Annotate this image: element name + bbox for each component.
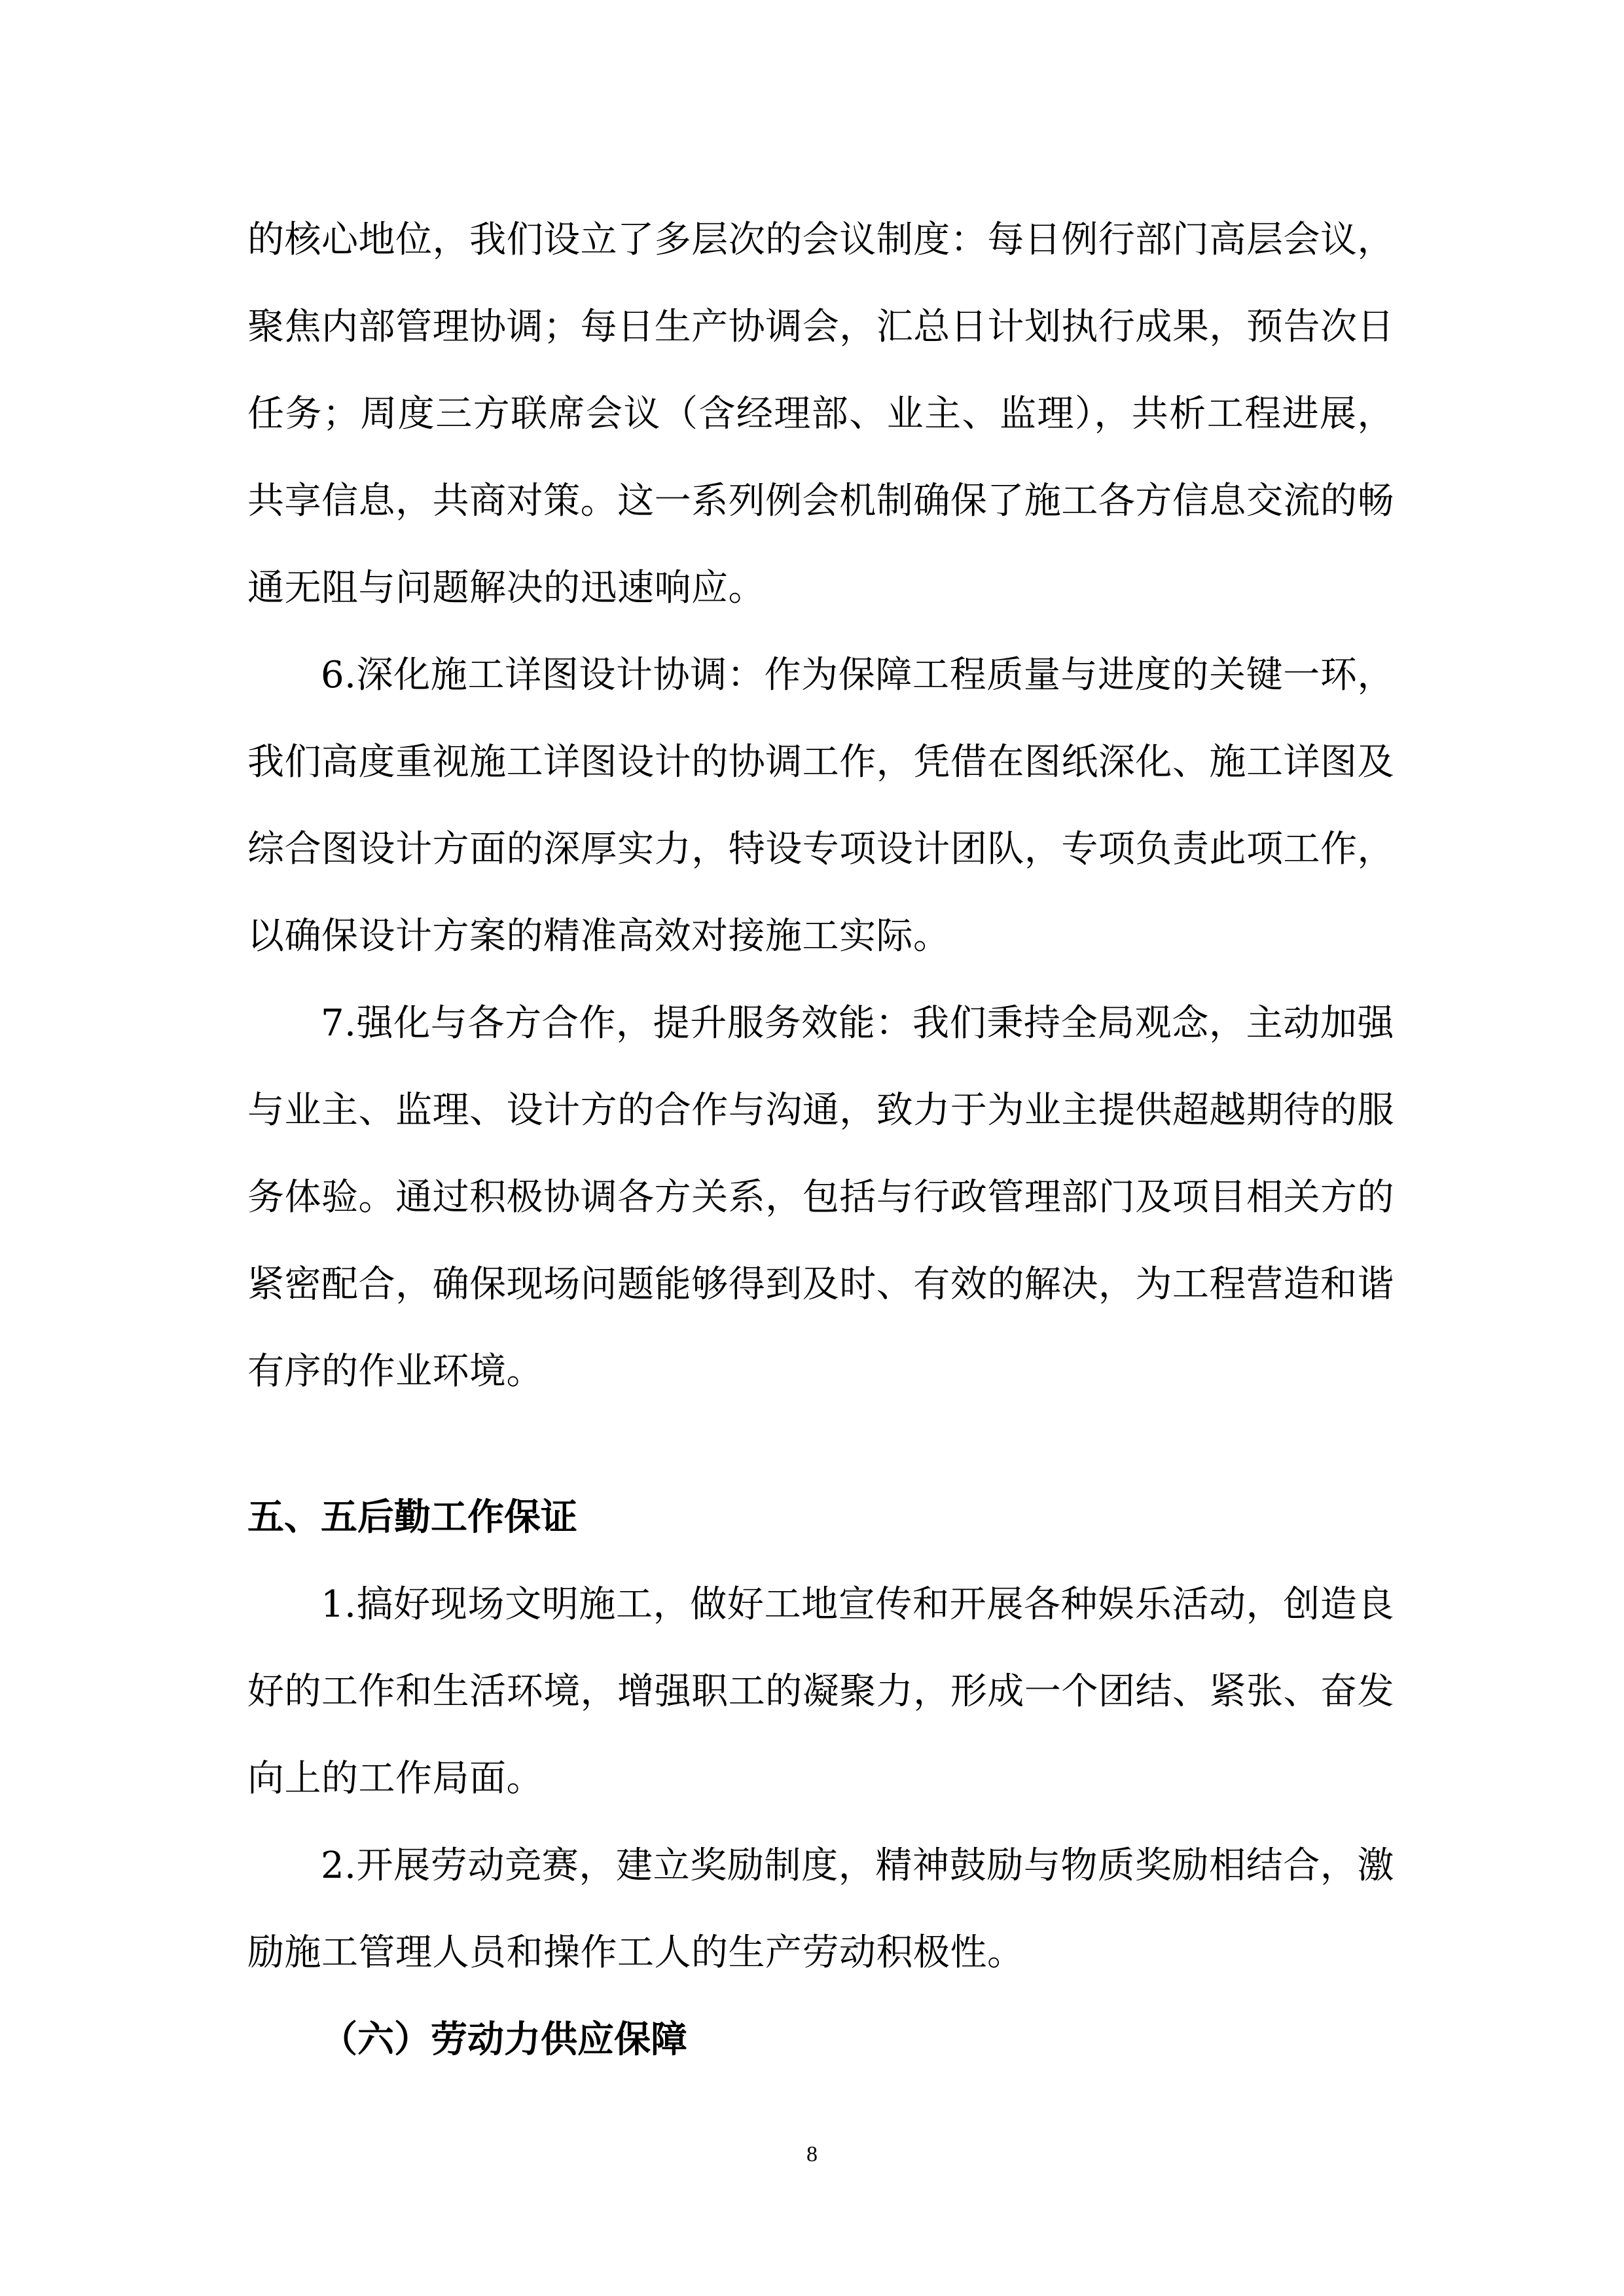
paragraph-detail-design: 6.深化施工详图设计协调：作为保障工程质量与进度的关键一环，我们高度重视施工详图设计的协调工作，凭借在图纸深化、施工详图及综合图设计方面的深厚实力，特设专项设计团队，专项负责此项工作，以确保设计方案的精准高效对接施工实际。 <box>247 654 1394 958</box>
document-body <box>247 196 1394 2083</box>
page-number: 8 <box>806 2142 818 2166</box>
paragraph-labor-competition: 2.开展劳动竞赛，建立奖励制度，精神鼓励与物质奖励相结合，激励施工管理人员和操作工人的生产劳动积极性。 <box>247 1844 1394 1974</box>
paragraph-meeting-system: 的核心地位，我们设立了多层次的会议制度：每日例行部门高层会议，聚焦内部管理协调；每日生产协调会，汇总日计划执行成果，预告次日任务；周度三方联席会议（含经理部、业主、监理），共析工程进展，共享信息，共商对策。这一系列例会机制确保了施工各方信息交流的畅通无阻与问题解决的迅速响应。 <box>247 219 1394 609</box>
paragraph-civilized-construction: 1.搞好现场文明施工，做好工地宣传和开展各种娱乐活动，创造良好的工作和生活环境，增强职工的凝聚力，形成一个团结、紧张、奋发向上的工作局面。 <box>247 1583 1394 1800</box>
section-heading-logistics: 五、五后勤工作保证 <box>247 1496 577 1539</box>
sub-heading-labor-supply: （六）劳动力供应保障 <box>321 2018 687 2061</box>
paragraph-cooperation: 7.强化与各方合作，提升服务效能：我们秉持全局观念，主动加强与业主、监理、设计方的合作与沟通，致力于为业主提供超越期待的服务体验。通过积极协调各方关系，包括与行政管理部门及项目相关方的紧密配合，确保现场问题能够得到及时、有效的解决，为工程营造和谐有序的作业环境。 <box>247 1002 1394 1393</box>
